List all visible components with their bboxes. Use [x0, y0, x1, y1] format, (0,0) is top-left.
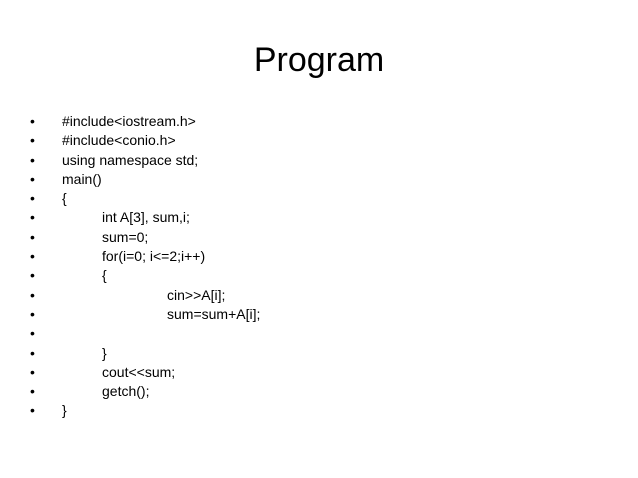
code-line-text: cout<<sum;	[102, 363, 176, 380]
code-line-text: for(i=0; i<=2;i++)	[102, 248, 206, 265]
code-line	[30, 208, 610, 227]
code-line-text: int A[3], sum,i;	[102, 209, 190, 226]
code-line-text: {	[102, 267, 107, 284]
code-line-text: {	[62, 190, 67, 207]
bullet-dot-icon: •	[30, 402, 35, 419]
code-line	[30, 363, 610, 382]
code-line-text: #include<iostream.h>	[62, 113, 196, 129]
bullet-dot-icon: •	[30, 209, 35, 226]
bullet-dot-icon: •	[30, 248, 35, 265]
code-line-text: }	[102, 344, 107, 361]
code-line	[30, 324, 610, 343]
code-line	[30, 189, 610, 208]
bullet-dot-icon: •	[30, 383, 35, 400]
code-bullet-list	[30, 112, 610, 421]
code-line-text: getch();	[102, 383, 150, 400]
code-line	[30, 112, 610, 131]
code-line	[30, 151, 610, 170]
code-line-text: sum=sum+A[i];	[167, 305, 261, 322]
bullet-dot-icon: •	[30, 344, 35, 361]
code-line-text: cin>>A[i];	[167, 286, 226, 303]
bullet-dot-icon: •	[30, 170, 35, 187]
bullet-dot-icon: •	[30, 267, 35, 284]
bullet-dot-icon: •	[30, 151, 35, 168]
code-line	[30, 344, 610, 363]
bullet-dot-icon: •	[30, 363, 35, 380]
slide-title: Program	[253, 41, 385, 79]
code-line	[30, 170, 610, 189]
code-line	[30, 286, 610, 305]
code-line	[30, 305, 610, 324]
code-line	[30, 247, 610, 266]
bullet-dot-icon: •	[30, 228, 35, 245]
bullet-dot-icon: •	[30, 113, 35, 129]
bullet-dot-icon: •	[30, 132, 35, 149]
code-line-text: }	[62, 402, 67, 419]
code-line	[30, 401, 610, 420]
bullet-dot-icon: •	[30, 286, 35, 303]
bullet-dot-icon: •	[30, 190, 35, 207]
code-line-text: main()	[62, 170, 102, 187]
code-line	[30, 131, 610, 150]
bullet-dot-icon: •	[30, 325, 35, 342]
code-line	[30, 228, 610, 247]
bullet-dot-icon: •	[30, 305, 35, 322]
code-line	[30, 382, 610, 401]
code-line-text: #include<conio.h>	[62, 132, 176, 149]
code-line-text: sum=0;	[102, 228, 149, 245]
code-line	[30, 266, 610, 285]
code-line-text: using namespace std;	[62, 151, 199, 168]
